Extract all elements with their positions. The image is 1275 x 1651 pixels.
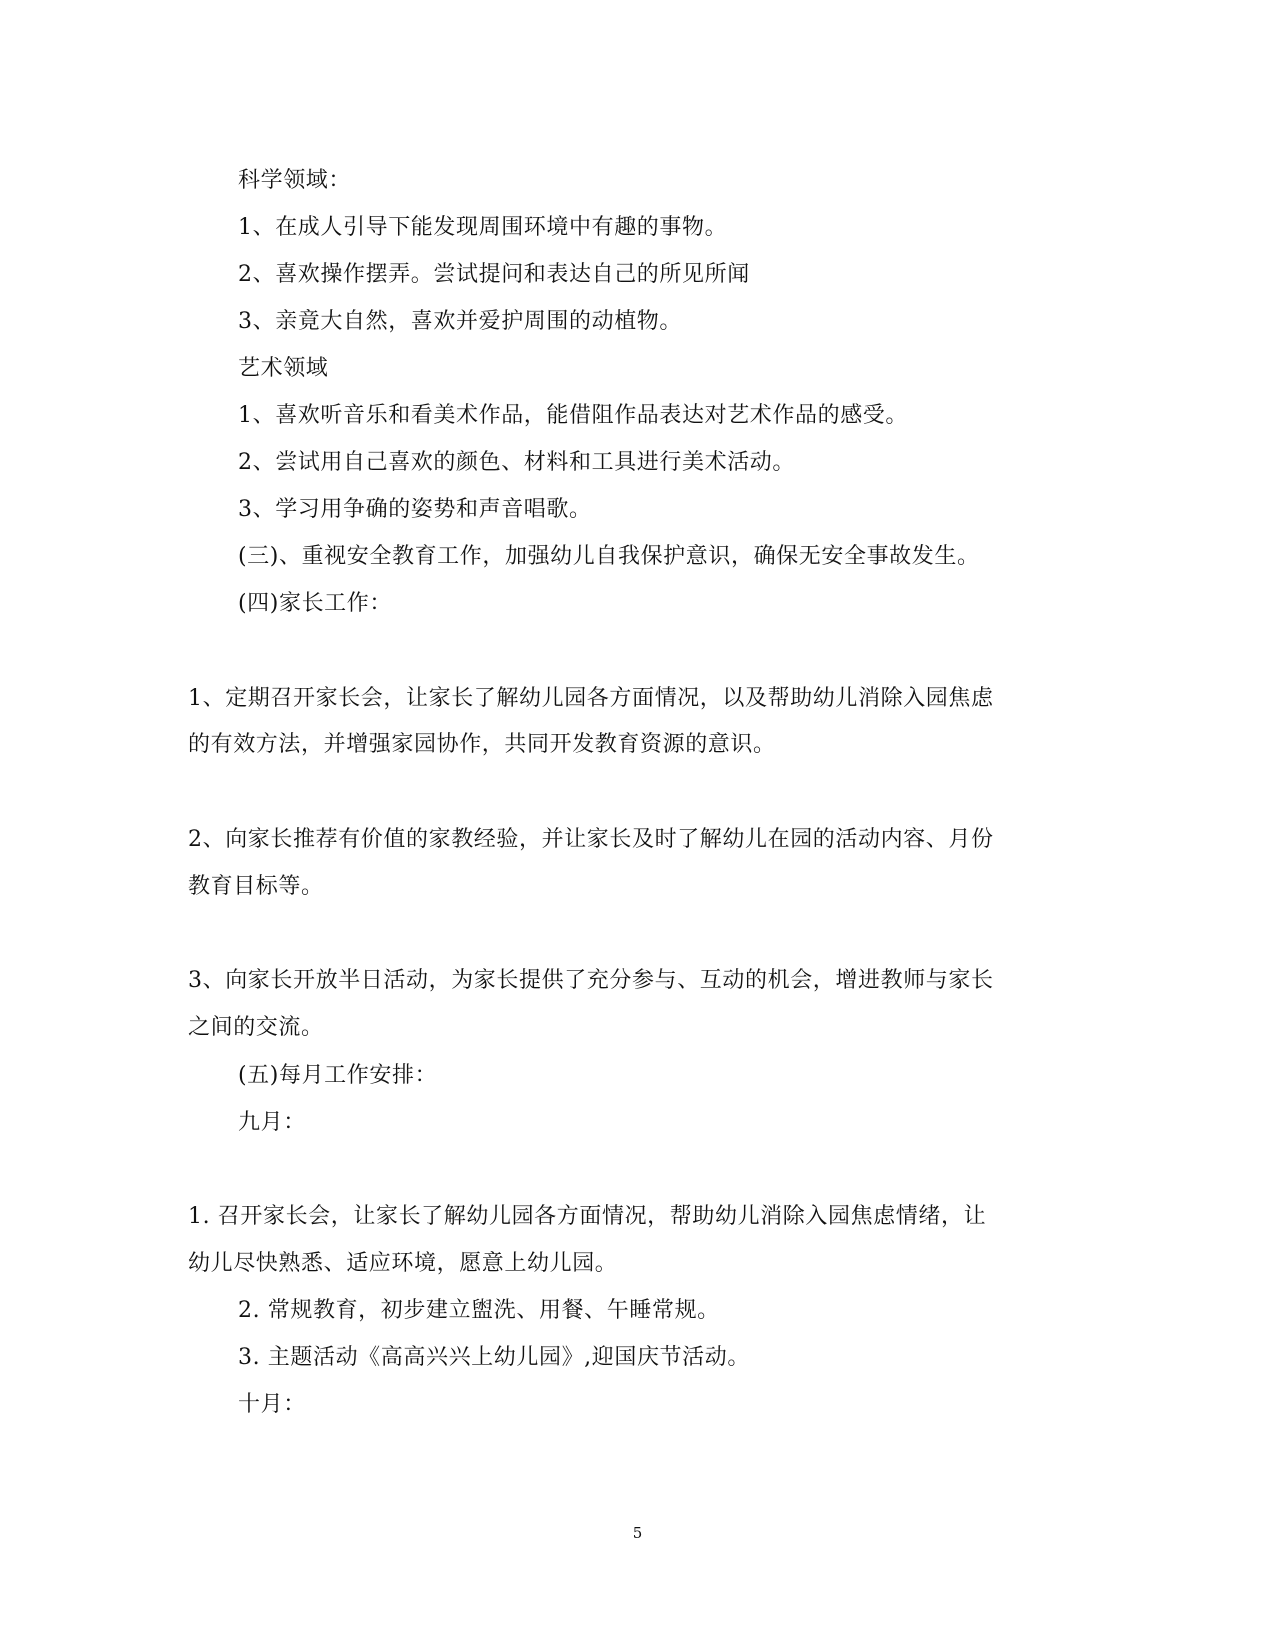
art-item-3: 3、学习用争确的姿势和声音唱歌。: [238, 497, 592, 522]
parents-item-2-line-1: 2、向家长推荐有价值的家教经验，并让家长及时了解幼儿在园的活动内容、月份: [188, 827, 994, 852]
september-label: 九月：: [238, 1110, 306, 1135]
september-item-3: 3. 主题活动《高高兴兴上幼儿园》,迎国庆节活动。: [238, 1345, 750, 1370]
science-item-3: 3、亲竟大自然，喜欢并爱护周围的动植物。: [238, 309, 682, 334]
parents-heading: (四)家长工作：: [238, 591, 392, 616]
parents-item-1-line-2: 的有效方法，并增强家园协作，共同开发教育资源的意识。: [188, 732, 776, 757]
october-label: 十月：: [238, 1392, 306, 1417]
art-heading: 艺术领域: [238, 356, 329, 381]
safety-paragraph: (三)、重视安全教育工作，加强幼儿自我保护意识，确保无安全事故发生。: [238, 544, 980, 569]
monthly-heading: (五)每月工作安排：: [238, 1063, 438, 1088]
september-item-2: 2. 常规教育，初步建立盥洗、用餐、午睡常规。: [238, 1298, 720, 1323]
parents-item-3-line-2: 之间的交流。: [188, 1015, 324, 1040]
parents-item-2-line-2: 教育目标等。: [188, 874, 324, 899]
science-heading: 科学领域：: [238, 168, 352, 193]
science-item-2: 2、喜欢操作摆弄。尝试提问和表达自己的所见所闻: [238, 262, 750, 287]
september-item-1-line-1: 1. 召开家长会，让家长了解幼儿园各方面情况，帮助幼儿消除入园焦虑情绪，让: [188, 1204, 987, 1229]
parents-item-1-line-1: 1、定期召开家长会，让家长了解幼儿园各方面情况，以及帮助幼儿消除入园焦虑: [188, 686, 994, 711]
page-number: 5: [632, 1524, 643, 1542]
art-item-1: 1、喜欢听音乐和看美术作品，能借阻作品表达对艺术作品的感受。: [238, 403, 908, 428]
parents-item-3-line-1: 3、向家长开放半日活动，为家长提供了充分参与、互动的机会，增进教师与家长: [188, 968, 994, 993]
september-item-1-line-2: 幼儿尽快熟悉、适应环境，愿意上幼儿园。: [188, 1251, 618, 1276]
science-item-1: 1、在成人引导下能发现周围环境中有趣的事物。: [238, 215, 728, 240]
art-item-2: 2、尝试用自己喜欢的颜色、材料和工具进行美术活动。: [238, 450, 795, 475]
